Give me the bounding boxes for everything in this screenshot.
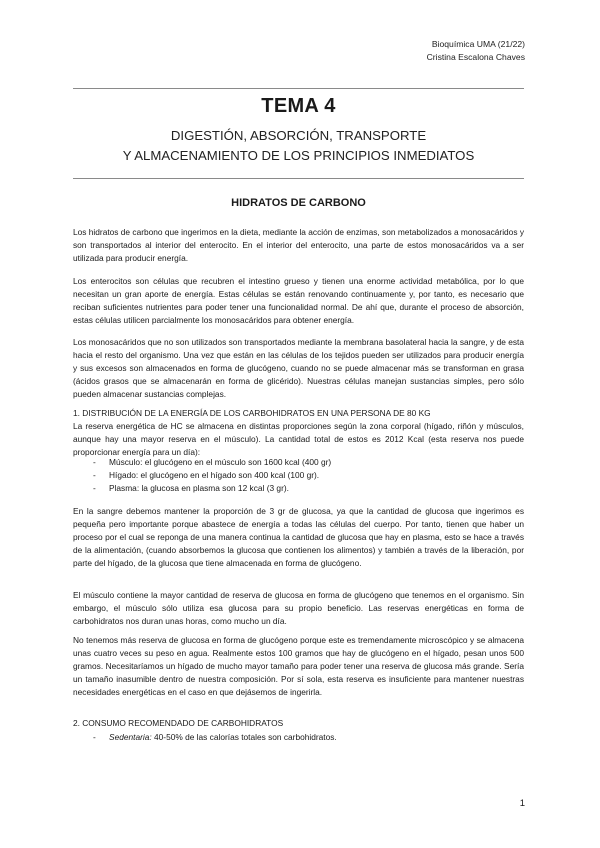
list-item-text: Plasma: la glucosa en plasma son 12 kcal (3 gr).	[109, 483, 289, 493]
subtitle-line-1: DIGESTIÓN, ABSORCIÓN, TRANSPORTE	[170, 128, 427, 143]
list-item-text: Hígado: el glucógeno en el hígado son 400 kcal (100 gr).	[109, 470, 320, 480]
paragraph-5: El músculo contiene la mayor cantidad de reserva de glucosa en forma de glucógeno que tenemos en el organismo. Sin embargo, el músculo sólo utiliza esa glucosa para su propio beneficio. Las reservas energéticas en forma de carbohidratos nos duran unas horas, como mucho un día.	[73, 590, 524, 626]
document-title: TEMA 4	[261, 95, 336, 117]
paragraph-6: No tenemos más reserva de glucosa en forma de glucógeno porque este es tremendamente microscópico y se almacena unas cuatro veces su peso en agua. Realmente estos 100 gramos que hay de glucógeno en el hígado, pesan unos 500 gramos. Necesitaríamos un hígado de mucho mayor tamaño para poder tener una reserva de glucosa más grande. Sería un tamaño inasumible dentro de nuestra composición. Por sí sola, esta reserva es insuficiente para mantener nuestras necesidades energéticas en el caso en que dejásemos de ingerirla.	[73, 635, 524, 697]
page-header	[427, 38, 525, 64]
page-number: 1	[519, 798, 525, 809]
section-1-body: La reserva energética de HC se almacena en distintas proporciones según la zona corporal (hígado, riñón y músculos, aunque hay una mayor reserva en el músculo). La cantidad total de estos es 2012 Kcal (esta reserva nos puede proporcionar energía para un día):	[73, 421, 524, 457]
section-2-title: 2. CONSUMO RECOMENDADO DE CARBOHIDRATOS	[73, 718, 284, 728]
paragraph-3: Los monosacáridos que no son utilizados son transportados mediante la membrana basolateral hacia la sangre, y de esta hacia el resto del organismo. Una vez que están en las células de los tejidos pueden ser utilizados para producir energía y sus excesos son almacenados en forma de glucógeno, cuando no se puede almacenar más se transforman en grasa (ácidos grasos que se almacenarán en forma de glicérido). Nuestras células manejan sustancias simples, pero sólo pueden almacenar sustancias complejas.	[73, 337, 524, 399]
section-1-title: 1. DISTRIBUCIÓN DE LA ENERGÍA DE LOS CARBOHIDRATOS EN UNA PERSONA DE 80 KG	[73, 408, 431, 418]
header-course: Bioquímica UMA (21/22)	[431, 39, 525, 49]
list-item	[93, 456, 331, 469]
subtitle-line-2: Y ALMACENAMIENTO DE LOS PRINCIPIOS INMEDIATOS	[122, 148, 475, 163]
list-item	[93, 482, 289, 495]
section-heading: HIDRATOS DE CARBONO	[231, 197, 366, 209]
list-item-text: 40-50% de las calorías totales son carbohidratos.	[151, 732, 337, 742]
bullet-dash: -	[93, 470, 96, 480]
bullet-dash: -	[93, 483, 96, 493]
paragraph-2: Los enterocitos son células que recubren el intestino grueso y tienen una enorme actividad metabólica, por lo que necesitan un gran aporte de energía. Estas células se están renovando continuamente y, por tanto, es necesario que reciban suficientes nutrientes para poder tener una funcionalidad normal. De ahí que, durante el proceso de absorción, estas células utilicen parcialmente los monosacáridos para obtener energía.	[73, 276, 524, 325]
title-divider	[73, 178, 524, 179]
paragraph-4: En la sangre debemos mantener la proporción de 3 gr de glucosa, ya que la cantidad de glucosa que ingerimos es pequeña pero importante porque abastece de energía a todas las células del cuerpo. Por tanto, tienen que haber un proceso por el cual se reponga de una manera continua la cantidad de glucosa que hay en plasma, esto se hace a través de la alimentación, (cuando absorbemos la glucosa que contienen los alimentos) y también a través de la liberación, por parte del hígado, de la glucosa que tiene almacenada en forma de glucógeno.	[73, 506, 524, 568]
list-item-label: Sedentaria:	[109, 732, 152, 742]
list-item	[93, 731, 337, 744]
paragraph-1: Los hidratos de carbono que ingerimos en la dieta, mediante la acción de enzimas, son metabolizados a monosacáridos y son transportados al interior del enterocito. En el interior del enterocito, una parte de estos monosacáridos va a ser utilizada para producir energía.	[73, 227, 524, 263]
bullet-dash: -	[93, 732, 96, 742]
list-item	[93, 469, 319, 482]
header-author: Cristina Escalona Chaves	[426, 52, 525, 62]
top-divider	[73, 88, 524, 89]
bullet-dash: -	[93, 457, 96, 467]
list-item-text: Músculo: el glucógeno en el músculo son 1600 kcal (400 gr)	[109, 457, 332, 467]
